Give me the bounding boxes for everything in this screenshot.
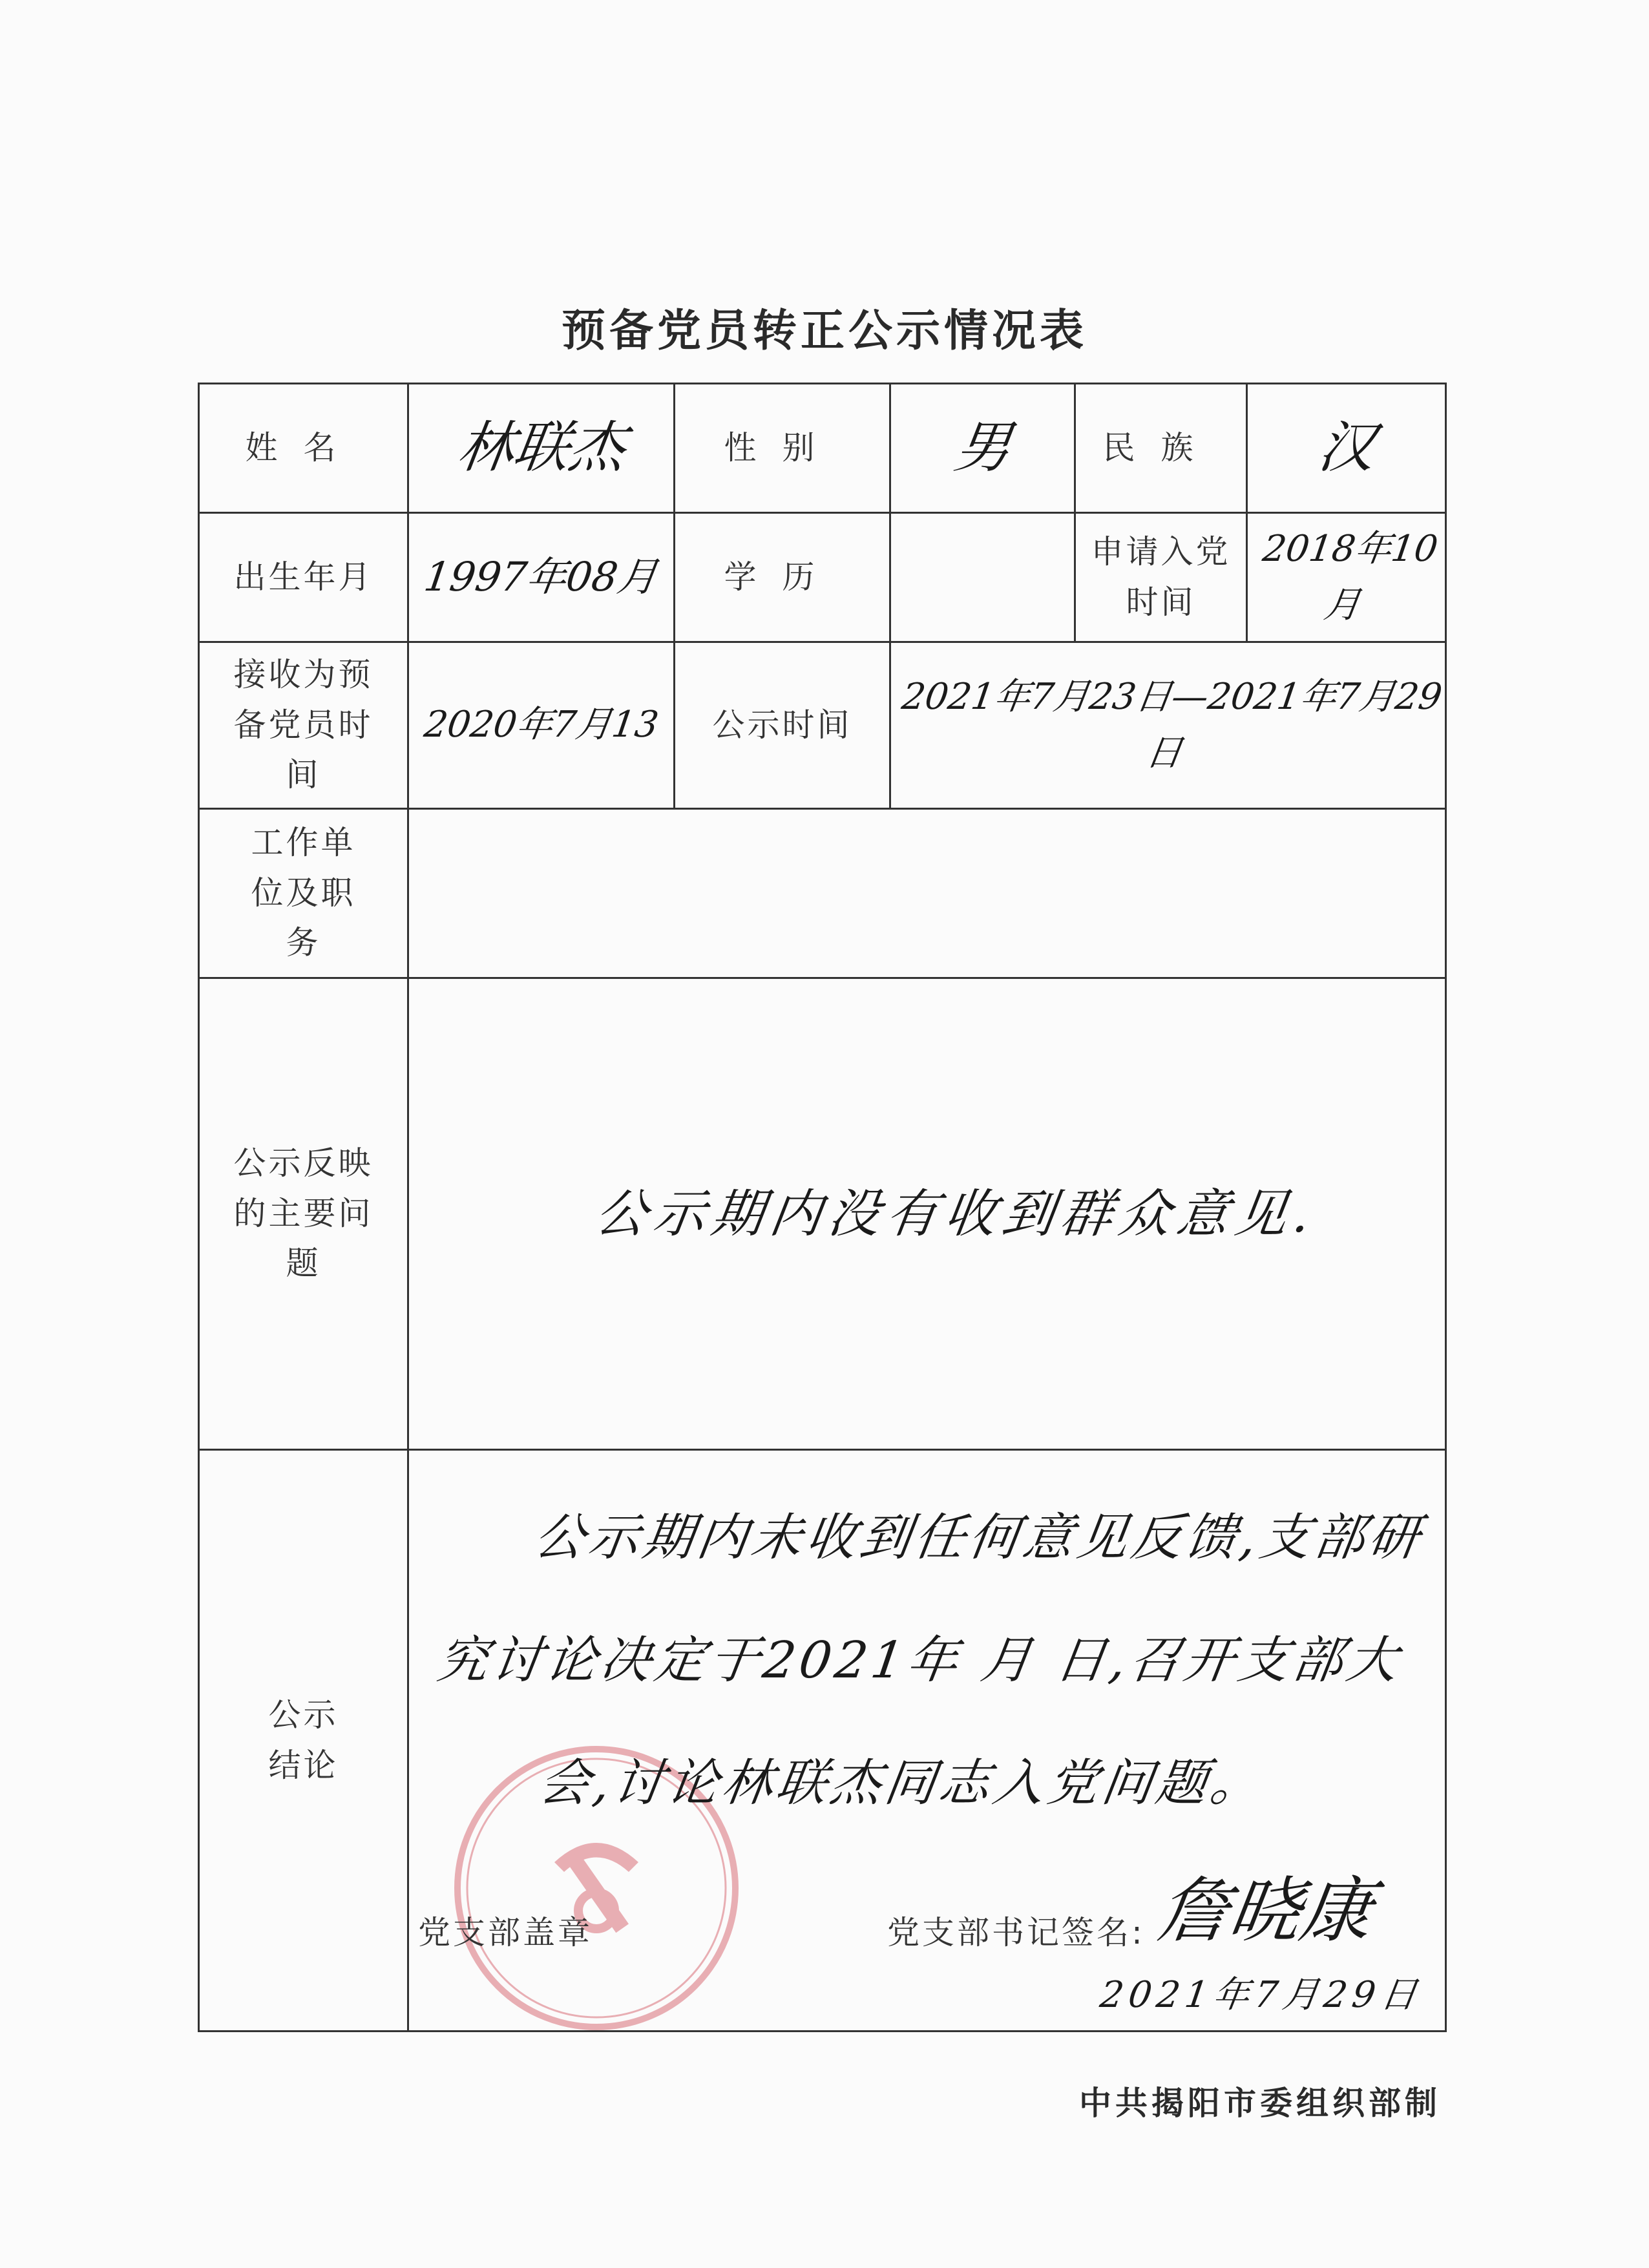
conclusion-cell (408, 1450, 1446, 2032)
work-unit-value (408, 809, 1446, 978)
row-problems (199, 978, 1446, 1450)
form-title: 预备党员转正公示情况表 (561, 306, 1087, 357)
secretary-sign-label: 党支部书记签名: (887, 1913, 1145, 1951)
ethnicity-label: 民族 (1075, 384, 1247, 513)
conclusion-text: 公示期内未收到任何意见反馈,支部研究讨论决定于2021年 月 日,召开支部大会,讨论林联杰同志入党问题。 (434, 1509, 1427, 1812)
ethnicity-value: 汉 (1247, 384, 1446, 513)
education-label: 学历 (675, 513, 890, 642)
sign-date: 2021年7月29日 (1097, 1974, 1425, 2017)
row-birth (199, 513, 1446, 642)
row-work-unit (199, 809, 1446, 978)
gender-label: 性别 (675, 384, 890, 513)
row-probation (199, 642, 1446, 809)
probation-time-value: 2020年7月13 (408, 642, 675, 809)
name-label: 姓名 (199, 384, 408, 513)
birth-value: 1997年08月 (408, 513, 675, 642)
education-value (890, 513, 1075, 642)
branch-stamp-label: 党支部盖章 (418, 1913, 593, 1951)
conclusion-label: 公示结论 (199, 1450, 408, 2032)
problems-label: 公示反映的主要问题 (199, 978, 408, 1450)
publicity-time-label: 公示时间 (675, 642, 890, 809)
secretary-signature: 詹晓康 (1153, 1869, 1378, 1952)
work-unit-label: 工作单位及职务 (199, 809, 408, 978)
issuer-footer: 中共揭阳市委组织部制 (1079, 2084, 1441, 2122)
probation-time-label: 接收为预备党员时间 (199, 642, 408, 809)
publicity-form-table (198, 383, 1447, 2032)
name-value: 林联杰 (408, 384, 675, 513)
row-name (199, 384, 1446, 513)
birth-label: 出生年月 (199, 513, 408, 642)
row-conclusion (199, 1450, 1446, 2032)
apply-time-label: 申请入党时间 (1075, 513, 1247, 642)
apply-time-value: 2018年10月 (1247, 513, 1446, 642)
gender-value: 男 (890, 384, 1075, 513)
publicity-time-value: 2021年7月23日—2021年7月29日 (890, 642, 1446, 809)
problems-value: 公示期内没有收到群众意见. (408, 978, 1446, 1450)
